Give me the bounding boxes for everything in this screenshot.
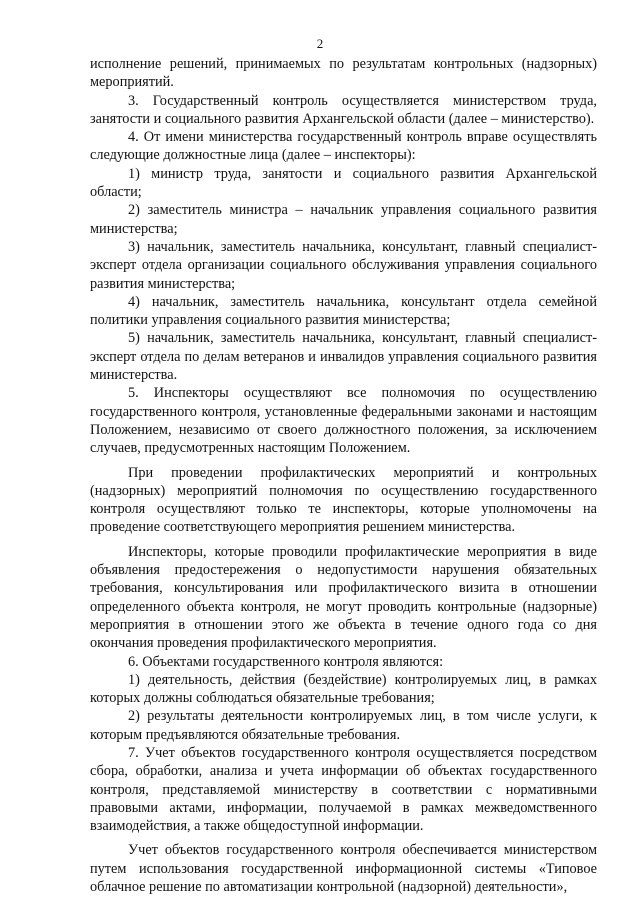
list-item-4-4: 4) начальник, заместитель начальника, консультант отдела семейной политики управления социального развития министерства; <box>90 293 597 329</box>
list-item-4-1: 1) министр труда, занятости и социального развития Архангельской области; <box>90 165 597 201</box>
paragraph-3: 3. Государственный контроль осуществляется министерством труда, занятости и социального развития Архангельской области (далее – министерство). <box>90 92 597 127</box>
paragraph-6: 6. Объектами государственного контроля являются: <box>128 653 444 670</box>
list-item-4-5: 5) начальник, заместитель начальника, консультант, главный специалист-эксперт отдела по делам ветеранов и инвалидов управления социального развития министерства. <box>90 330 597 384</box>
paragraph-7-part-2: Учет объектов государственного контроля обеспечивается министерством путем использования государственной информационной системы «Типовое облачное решение по автоматизации контрольной (надзорной) деятельности», <box>90 842 597 896</box>
list-item-4-2: 2) заместитель министра – начальник управления социального развития министерства; <box>90 202 597 237</box>
paragraph-7: 7. Учет объектов государственного контроля осуществляется посредством сбора, обработки, анализа и учета информации об объектах государственного контроля, представляемой министерству в соответствии с нормативными правовыми актами, информации, получаемой в рамках межведомственного взаимодействия, а также общедоступной информации. <box>90 744 597 835</box>
paragraph-continuation: исполнение решений, принимаемых по результатам контрольных (надзорных) мероприятий. <box>90 56 597 91</box>
list-item-4-3: 3) начальник, заместитель начальника, консультант, главный специалист-эксперт отдела организации социального обслуживания управления социального развития министерства; <box>90 238 597 292</box>
list-item-6-2: 2) результаты деятельности контролируемых лиц, в том числе услуги, к которым предъявляются обязательные требования. <box>90 708 597 743</box>
paragraph-5-part-3: Инспекторы, которые проводили профилактические мероприятия в виде объявления предостережения о недопустимости нарушения обязательных требования, консультирования или профилактического визита в отношении определенного объекта контроля, не могут проводить контрольные (надзорные) мероприятия в отношении этого же объекта в течение одного года со дня окончания проведения профилактического мероприятия. <box>90 543 597 652</box>
paragraph-5: 5. Инспекторы осуществляют все полномочия по осуществлению государственного контроля, установленные федеральными законами и настоящим Положением, независимо от своего должностного положения, за исключением случаев, предусмотренных настоящим Положением. <box>90 385 597 457</box>
body-text <box>90 55 597 896</box>
page-number: 2 <box>316 36 324 51</box>
paragraph-5-part-2: При проведении профилактических мероприятий и контрольных (надзорных) мероприятий полномочия по осуществлению государственного контроля осуществляют только те инспекторы, которые уполномочены на проведение соответствующего мероприятия решением министерства. <box>90 464 597 536</box>
paragraph-4: 4. От имени министерства государственный контроль вправе осуществлять следующие должностные лица (далее – инспекторы): <box>90 129 597 164</box>
list-item-6-1: 1) деятельность, действия (бездействие) контролируемых лиц, в рамках которых должны соблюдаться обязательные требования; <box>90 671 597 707</box>
